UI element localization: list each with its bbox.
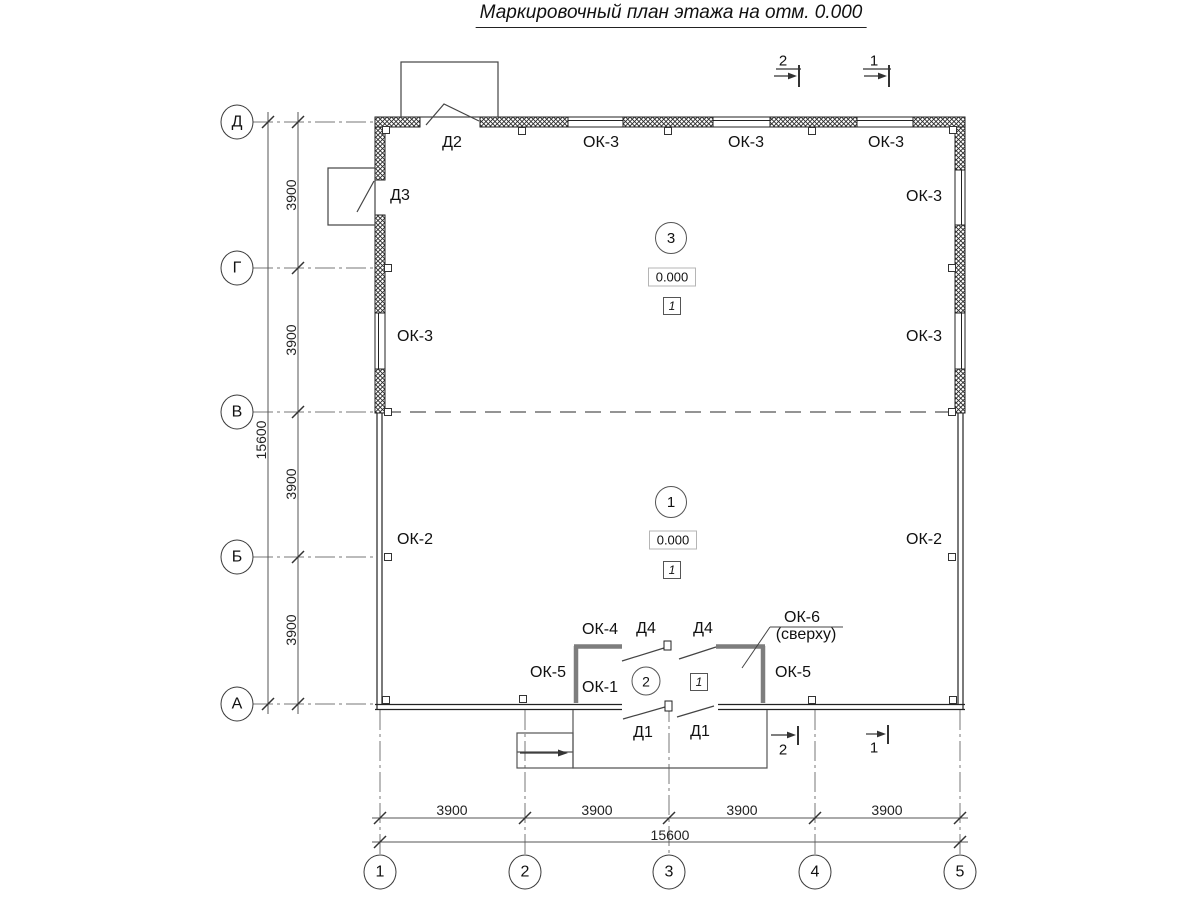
window-mark-ok2: ОК-2 (397, 531, 433, 548)
dim-bay: 3900 (283, 179, 299, 211)
axis-lines (253, 122, 960, 855)
window-mark-ok3: ОК-3 (906, 188, 942, 205)
exterior-wall-hatched (375, 117, 965, 413)
dim-bay: 3900 (283, 614, 299, 646)
section-mark-2-bottom: 2 (778, 741, 788, 759)
axis-row-A: А (221, 687, 254, 722)
window-mark-ok5: ОК-5 (775, 664, 811, 681)
axis-col-1: 1 (364, 855, 397, 890)
room-3-finish-type: 1 (663, 297, 681, 315)
section-mark-1-bottom: 1 (869, 739, 879, 757)
dim-total: 15600 (650, 827, 690, 843)
steps-direction-arrow (520, 750, 568, 757)
room-1-finish-type: 1 (663, 561, 681, 579)
window-mark-ok1: ОК-1 (582, 679, 618, 696)
dimension-lines (268, 112, 968, 842)
dim-bay: 3900 (726, 802, 758, 818)
drawing-title: Маркировочный план этажа на отм. 0.000 (476, 2, 867, 28)
door-mark-d1: Д1 (690, 723, 710, 740)
window-mark-ok3: ОК-3 (397, 328, 433, 345)
axis-col-2: 2 (509, 855, 542, 890)
room-2-finish-type: 1 (690, 673, 708, 691)
axis-row-V: В (221, 395, 254, 430)
window-mark-ok3: ОК-3 (583, 134, 619, 151)
axis-col-4: 4 (799, 855, 832, 890)
door-mark-d4: Д4 (636, 620, 656, 637)
dim-bay: 3900 (283, 468, 299, 500)
axis-col-5: 5 (944, 855, 977, 890)
window-mark-ok2: ОК-2 (906, 531, 942, 548)
window-mark-ok3: ОК-3 (728, 134, 764, 151)
window-mark-ok6-note: (сверху) (775, 626, 837, 643)
column-markers (383, 127, 957, 704)
section-mark-1-top: 1 (869, 52, 879, 70)
room-1-number: 1 (655, 486, 687, 518)
section-cut-marks (771, 65, 891, 745)
window-mark-ok3: ОК-3 (906, 328, 942, 345)
door-posts (664, 641, 672, 711)
door-mark-d1: Д1 (633, 724, 653, 741)
axis-col-3: 3 (653, 855, 686, 890)
dimension-ticks (262, 116, 966, 848)
dim-total: 15600 (253, 420, 269, 460)
canopy-outlines (328, 62, 498, 225)
dim-bay: 3900 (283, 324, 299, 356)
window-mark-ok4: ОК-4 (582, 621, 618, 638)
dim-bay: 3900 (581, 802, 613, 818)
window-mark-ok5: ОК-5 (530, 664, 566, 681)
dim-bay: 3900 (436, 802, 468, 818)
door-mark-d4: Д4 (693, 620, 713, 637)
window-mark-ok6: ОК-6 (784, 609, 820, 626)
vestibule-walls (574, 646, 765, 703)
axis-row-G: Г (221, 251, 254, 286)
dim-bay: 3900 (871, 802, 903, 818)
axis-row-B: Б (221, 540, 254, 575)
room-1-elevation: 0.000 (649, 531, 697, 550)
room-2-number: 2 (632, 667, 661, 696)
door-mark-d2: Д2 (442, 134, 462, 151)
door-mark-d3: Д3 (390, 187, 410, 204)
room-3-elevation: 0.000 (648, 268, 696, 287)
axis-row-D: Д (221, 105, 254, 140)
room-3-number: 3 (655, 222, 687, 254)
window-mark-ok3: ОК-3 (868, 134, 904, 151)
section-mark-2-top: 2 (778, 52, 788, 70)
entrance-porch (517, 710, 767, 768)
